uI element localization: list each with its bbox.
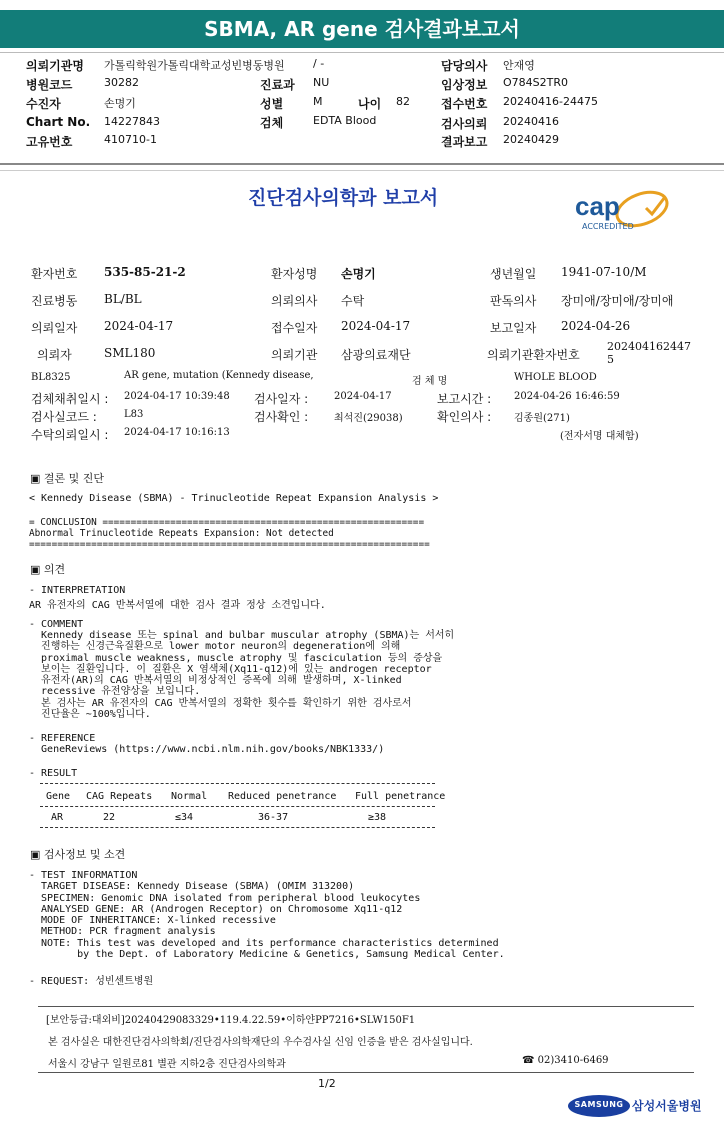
exam-date: 2024-04-17: [334, 391, 392, 402]
patient-report-date-label: 보고일자: [490, 321, 537, 335]
comment-block: [29, 630, 454, 720]
testinfo-line: - TEST INFORMATION: [29, 870, 138, 881]
ward: BL/BL: [104, 292, 142, 306]
table-header: Normal: [171, 791, 208, 802]
age-label: 나이: [358, 97, 382, 111]
reading-doctors: 장미애/장미애/장미애: [561, 294, 674, 308]
name-label: 환자성명: [271, 267, 318, 281]
req-date: 2024-04-17: [104, 319, 174, 333]
comment-line: 유전자(AR)의 CAG 반복서열의 비정상적인 증폭에 의해 발생하며, X-linked: [29, 675, 402, 687]
lab-code-label: 검사실코드 :: [31, 410, 97, 424]
testinfo-line: METHOD: PCR fragment analysis: [29, 926, 216, 938]
test-name: AR gene, mutation (Kennedy disease,: [124, 370, 314, 381]
request-line: - REQUEST: 성빈센트병원: [29, 976, 154, 987]
test-specimen: WHOLE BLOOD: [514, 372, 597, 383]
confirm-label: 검사확인 :: [254, 410, 309, 424]
table-cell: 36-37: [258, 812, 289, 823]
table-cell: 22: [103, 812, 116, 823]
certification: 본 검사실은 대한진단검사의학회/진단검사의학재단의 우수검사실 신임 인증을 받은 검사실입니다.: [48, 1037, 473, 1048]
test-code: BL8325: [31, 372, 71, 383]
conclusion-subtitle: < Kennedy Disease (SBMA) - Trinucleotide Repeat Expansion Analysis >: [29, 493, 439, 504]
request-date-label: 검사의뢰: [441, 117, 488, 131]
confirm-doc-label: 확인의사 :: [437, 410, 492, 424]
dept-label: 진료과: [260, 78, 295, 92]
clinical: O784S2TR0: [503, 76, 568, 89]
footer-divider: [38, 1006, 694, 1007]
req-hospital-dash: / -: [313, 57, 325, 70]
patient-name: 손명기: [341, 267, 376, 281]
patient-report-date: 2024-04-26: [561, 319, 631, 333]
comment-line: proximal muscle weakness, muscle atrophy 및 fasciculation 등의 증상을: [29, 652, 443, 664]
comment-heading: - COMMENT: [29, 619, 84, 630]
lab-code: L83: [124, 409, 144, 420]
chart-no: 14227843: [104, 115, 160, 128]
receipt-label: 접수번호: [441, 97, 488, 111]
doctor-label: 담당의사: [441, 59, 488, 73]
comment-line: 보이는 질환입니다. 이 질환은 X 염색체(Xq11-q12)에 있는 androgen receptor: [29, 663, 432, 675]
pid-label: 환자번호: [31, 267, 78, 281]
consign-label: 수탁의뢰일시 :: [31, 428, 109, 442]
collect-time: 2024-04-17 10:39:48: [124, 391, 230, 402]
conclusion-line: = CONCLUSION =========================================================: [29, 517, 425, 528]
confirm: 최석진(29038): [334, 413, 403, 424]
report-time-label: 보고시간 :: [437, 392, 492, 406]
testinfo-line: by the Dept. of Laboratory Medicine & Genetics, Samsung Medical Center.: [29, 949, 505, 961]
testinfo-line: TARGET DISEASE: Kennedy Disease (SBMA) (OMIM 313200): [29, 881, 355, 893]
comment-line: recessive 유전양상을 보입니다.: [29, 686, 201, 698]
comment-line: 진행하는 신경근육질환으로 lower motor neuron의 degeneration에 의해: [29, 641, 401, 653]
divider: [0, 163, 724, 165]
consign-time: 2024-04-17 10:16:13: [124, 427, 230, 438]
testinfo-line: NOTE: This test was developed and its performance characteristics determined: [29, 937, 499, 949]
testinfo-line: MODE OF INHERITANCE: X-linked recessive: [29, 915, 276, 927]
table-cell: AR: [51, 812, 64, 823]
org-pid-cont: 5: [607, 353, 614, 366]
table-header: CAG Repeats: [86, 791, 153, 802]
cap-sub: ACCREDITED: [582, 222, 634, 231]
examinee: 손명기: [104, 97, 136, 110]
table-header: Reduced penetrance: [228, 791, 337, 802]
dob-label: 생년월일: [490, 267, 537, 281]
conclusion-heading: ▣ 결론 및 진단: [30, 472, 105, 485]
table-rule: [40, 827, 435, 828]
org-pid-label: 의뢰기관환자번호: [487, 348, 580, 362]
request-date: 20240416: [503, 115, 559, 128]
recv-date-label: 접수일자: [271, 321, 318, 335]
report-date: 20240429: [503, 133, 559, 146]
opinion-heading: ▣ 의견: [30, 563, 66, 576]
confirm-doc: 김종원(271): [514, 413, 570, 424]
samsung-wordmark: SAMSUNG: [574, 1100, 624, 1109]
specimen-label: 검체: [260, 116, 284, 130]
conclusion-result: Abnormal Trinucleotide Repeats Expansion: Not detected: [29, 528, 334, 539]
req-org-label: 의뢰기관: [271, 348, 318, 362]
sex: M: [313, 95, 323, 108]
table-rule: [40, 783, 435, 784]
req-org: 삼광의료재단: [341, 348, 411, 362]
specimen: EDTA Blood: [313, 114, 377, 127]
security-line: [보안등급:대외비]20240429083329•119.4.22.59•이하얀PP7216•SLW150F1: [46, 1015, 416, 1026]
cap-logo: [572, 188, 672, 236]
page-number: 1/2: [318, 1077, 336, 1090]
result-heading: - RESULT: [29, 768, 78, 779]
testinfo-block: [29, 870, 505, 960]
requester-label: 의뢰자: [37, 348, 72, 362]
comment-line: 본 검사는 AR 유전자의 CAG 반복서열의 정확한 횟수를 확인하기 위한 검사로서: [29, 697, 412, 709]
interpretation: AR 유전자의 CAG 반복서열에 대한 검사 결과 정상 소견입니다.: [29, 600, 326, 611]
dept: NU: [313, 76, 330, 89]
divider: [0, 52, 724, 53]
clinical-label: 임상정보: [441, 78, 488, 92]
interp-heading: - INTERPRETATION: [29, 585, 126, 596]
reference: GeneReviews (https://www.ncbi.nlm.nih.gov/books/NBK1333/): [29, 744, 385, 755]
report-date-label: 결과보고: [441, 135, 488, 149]
testinfo-line: SPECIMEN: Genomic DNA isolated from peripheral blood leukocytes: [29, 892, 421, 904]
table-header: Full penetrance: [355, 791, 446, 802]
hospital-code-label: 병원코드: [26, 78, 73, 92]
org-pid: 202404162447: [607, 340, 691, 353]
test-specimen-label: 검 체 명: [412, 376, 448, 387]
testinfo-line: ANALYSED GENE: AR (Androgen Receptor) on Chromosome Xq11-q12: [29, 903, 403, 915]
hospital-code: 30282: [104, 76, 139, 89]
reference-heading: - REFERENCE: [29, 733, 96, 744]
lab-address: 서울시 강남구 일원로81 별관 지하2층 진단검사의학과: [48, 1059, 286, 1070]
sex-label: 성별: [260, 97, 284, 111]
requester: SML180: [104, 346, 156, 360]
examinee-label: 수진자: [26, 97, 61, 111]
req-doctor-label: 의뢰의사: [271, 294, 318, 308]
receipt: 20240416-24475: [503, 95, 598, 108]
req-date-label: 의뢰일자: [31, 321, 78, 335]
table-cell: ≤34: [175, 812, 194, 823]
req-hospital-label: 의뢰기관명: [26, 59, 84, 73]
dob: 1941-07-10/M: [561, 265, 647, 279]
ward-label: 진료병동: [31, 294, 78, 308]
chart-label: Chart No.: [26, 115, 91, 129]
divider: [0, 170, 724, 171]
exam-date-label: 검사일자 :: [254, 392, 309, 406]
lab-phone: ☎ 02)3410-6469: [522, 1055, 609, 1066]
table-rule: [40, 806, 435, 807]
doctor: 안재영: [503, 59, 535, 72]
table-header: Gene: [46, 791, 71, 802]
conclusion-line: =======================================================================: [29, 539, 430, 550]
req-hospital: 가톨릭학원가톨릭대학교성빈병동병원: [104, 59, 285, 72]
age: 82: [396, 95, 410, 108]
report-time: 2024-04-26 16:46:59: [514, 391, 620, 402]
req-doctor: 수탁: [341, 294, 365, 308]
smc-name: 삼성서울병원: [632, 1099, 702, 1113]
recv-date: 2024-04-17: [341, 319, 411, 333]
esign-note: (전자서명 대체함): [560, 431, 639, 442]
dept-report-title: 진단검사의학과 보고서: [248, 187, 439, 209]
pid: 535-85-21-2: [104, 265, 186, 279]
testinfo-heading: ▣ 검사정보 및 소견: [30, 848, 126, 861]
reading-label: 판독의사: [490, 294, 537, 308]
cap-word: cap: [575, 191, 620, 221]
unique-label: 고유번호: [26, 135, 73, 149]
footer-divider: [38, 1072, 694, 1073]
comment-line: 진단율은 ~100%입니다.: [29, 709, 151, 721]
comment-line: Kennedy disease 또는 spinal and bulbar muscular atrophy (SBMA)는 서서히: [29, 630, 455, 641]
report-title-bar: SBMA, AR gene 검사결과보고서: [0, 10, 724, 48]
samsung-logo: [568, 1095, 630, 1117]
unique-no: 410710-1: [104, 133, 157, 146]
collect-label: 검체채취일시 :: [31, 392, 109, 406]
table-cell: ≥38: [368, 812, 387, 823]
